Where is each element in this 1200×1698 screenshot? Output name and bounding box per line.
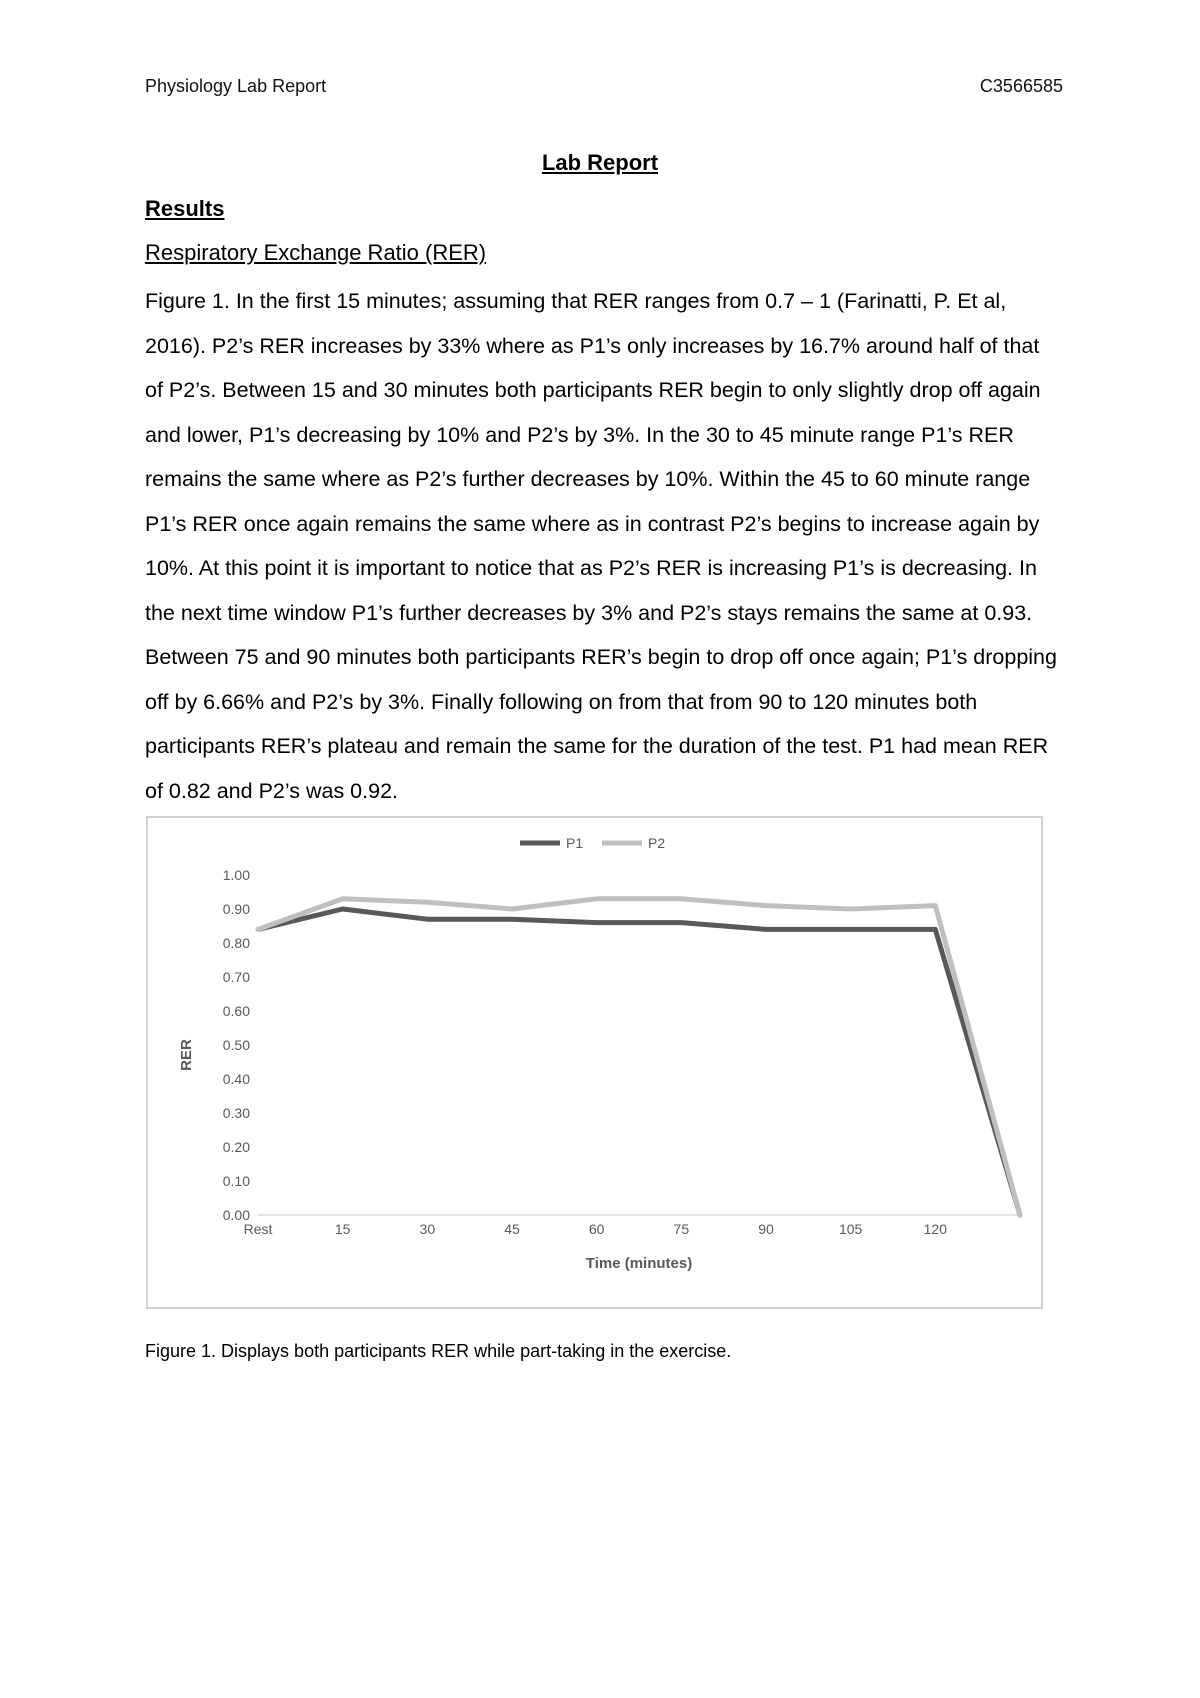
rer-chart-svg (148, 818, 1041, 1307)
y-tick-label: 0.50 (222, 1037, 250, 1053)
x-tick-label: 30 (419, 1221, 436, 1237)
y-tick-label: 0.10 (222, 1173, 250, 1189)
y-tick-label: 1.00 (222, 867, 250, 883)
series-line-p1 (258, 909, 1020, 1215)
x-tick-label: 15 (334, 1221, 351, 1237)
y-tick-label: 0.20 (222, 1139, 250, 1155)
figure-caption: Figure 1. Displays both participants RER while part-taking in the exercise. (145, 1341, 732, 1361)
results-paragraph: Figure 1. In the first 15 minutes; assuming that RER ranges from 0.7 – 1 (Farinatti, P. Et al, 2016). P2’s RER increases by 33% where as P1’s only increases by 16.7% around half of that of P2’s. Between 15 and 30 minutes both participants RER begin to only slightly drop off again and lower, P1’s decreasing by 10% and P2’s by 3%. In the 30 to 45 minute range P1’s RER remains the same where as P2’s further decreases by 10%. Within the 45 to 60 minute range P1’s RER once again remains the same where as in contrast P2’s begins to increase again by 10%. At this point it is important to notice that as P2’s RER is increasing P1’s is decreasing. In the next time window P1’s further decreases by 3% and P2’s stays remains the same at 0.93. Between 75 and 90 minutes both participants RER’s begin to drop off once again; P1’s dropping off by 6.66% and P2’s by 3%. Finally following on from that from 90 to 120 minutes both participants RER’s plateau and remain the same for the duration of the test. P1 had mean RER of 0.82 and P2’s was 0.92. (145, 289, 1057, 803)
y-tick-label: 0.30 (222, 1105, 250, 1121)
x-tick-label: 120 (923, 1221, 948, 1237)
x-tick-label: Rest (243, 1221, 273, 1237)
x-tick-label: 75 (673, 1221, 690, 1237)
y-tick-label: 0.70 (222, 969, 250, 985)
y-tick-label: 0.60 (222, 1003, 250, 1019)
legend-label-p2: P2 (648, 835, 666, 851)
y-tick-label: 0.40 (222, 1071, 250, 1087)
x-tick-label: 45 (504, 1221, 520, 1237)
y-tick-label: 0.90 (222, 901, 250, 917)
x-tick-label: 60 (588, 1221, 605, 1237)
x-tick-label: 90 (758, 1221, 774, 1237)
x-tick-label: 105 (838, 1221, 863, 1237)
y-axis-title: RER (178, 1039, 195, 1071)
y-tick-label: 0.00 (222, 1207, 250, 1223)
header-student-id: C3566585 (979, 76, 1063, 96)
rer-chart (146, 816, 1043, 1309)
section-heading: Results (145, 196, 225, 221)
series-line-p2 (258, 899, 1020, 1215)
subsection-heading: Respiratory Exchange Ratio (RER) (145, 240, 487, 265)
page-header (145, 76, 1063, 97)
document-title: Lab Report (541, 150, 659, 175)
x-axis-title: Time (minutes) (585, 1255, 693, 1272)
header-left-title: Physiology Lab Report (145, 76, 327, 96)
y-tick-label: 0.80 (222, 935, 250, 951)
legend-label-p1: P1 (566, 835, 584, 851)
